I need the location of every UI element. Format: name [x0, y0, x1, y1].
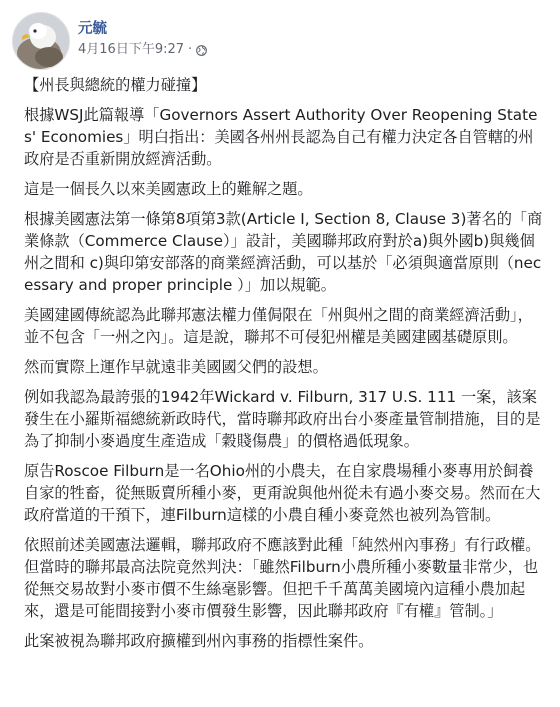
post-paragraph: 然而實際上運作早就遠非美國國父們的設想。 — [24, 358, 328, 376]
post-timestamp[interactable]: 4月16日下午9:27 — [78, 42, 185, 57]
post-meta — [78, 12, 207, 58]
globe-icon[interactable] — [196, 45, 207, 56]
eagle-avatar-icon — [13, 13, 69, 69]
post-paragraph: 例如我認為最誇張的1942年Wickard v. Filburn, 317 U.S. 111 一案，該案發生在小羅斯福總統新政時代，當時聯邦政府出台小麥產量管制措施，目的是為了抑制小麥過度生產造成「穀賤傷農」的價格過低現象。 — [24, 388, 541, 450]
post-paragraph: 根據美國憲法第一條第8項第3款(Article I, Section 8, Clause 3)著名的「商業條款（Commerce Clause）」設計，美國聯邦政府對於a)與外國b)與幾個州之間和 c)與印第安部落的商業經濟活動，可以基於「必須與適當原則（necessary and proper principle ）」加以規範。 — [24, 210, 543, 294]
post-paragraph: 此案被視為聯邦政府擴權到州內事務的指標性案件。 — [24, 632, 374, 650]
post-paragraph: 這是一個長久以來美國憲政上的難解之題。 — [24, 180, 313, 198]
separator-dot: · — [188, 42, 193, 57]
post-subline — [78, 42, 207, 58]
author-name[interactable]: 元毓 — [78, 21, 107, 37]
post-paragraph: 【州長與總統的權力碰撞】 — [24, 76, 207, 94]
post-paragraph: 美國建國傳統認為此聯邦憲法權力僅侷限在「州與州之間的商業經濟活動」，並不包含「一州之內」。這是說，聯邦不可侵犯州權是美國建國基礎原則。 — [24, 306, 533, 346]
post-paragraph: 依照前述美國憲法邏輯，聯邦政府不應該對此種「純然州內事務」有行政權。但當時的聯邦最高法院竟然判決：「雖然Filburn小農所種小麥數量非常少，也從無交易故對小麥市價不生絲毫影響。但把千千萬萬美國境內這種小農加起來，還是可能間接對小麥市價發生影響，因此聯邦政府『有權』管制。」 — [24, 536, 541, 620]
post-content — [24, 74, 544, 660]
post-header — [12, 12, 207, 68]
post-paragraph: 原告Roscoe Filburn是一名Ohio州的小農夫，在自家農場種小麥專用於飼養自家的牲畜，從無販賣所種小麥，更甭說與他州從未有過小麥交易。然而在大政府當道的干預下，連Filburn這樣的小農自種小麥竟然也被列為管制。 — [24, 462, 541, 524]
avatar[interactable] — [12, 12, 70, 70]
post-paragraph: 根據WSJ此篇報導「Governors Assert Authority Over Reopening States' Economies」明白指出：美國各州州長認為自己有權力決定各自管轄的州政府是否重新開放經濟活動。 — [24, 106, 538, 168]
